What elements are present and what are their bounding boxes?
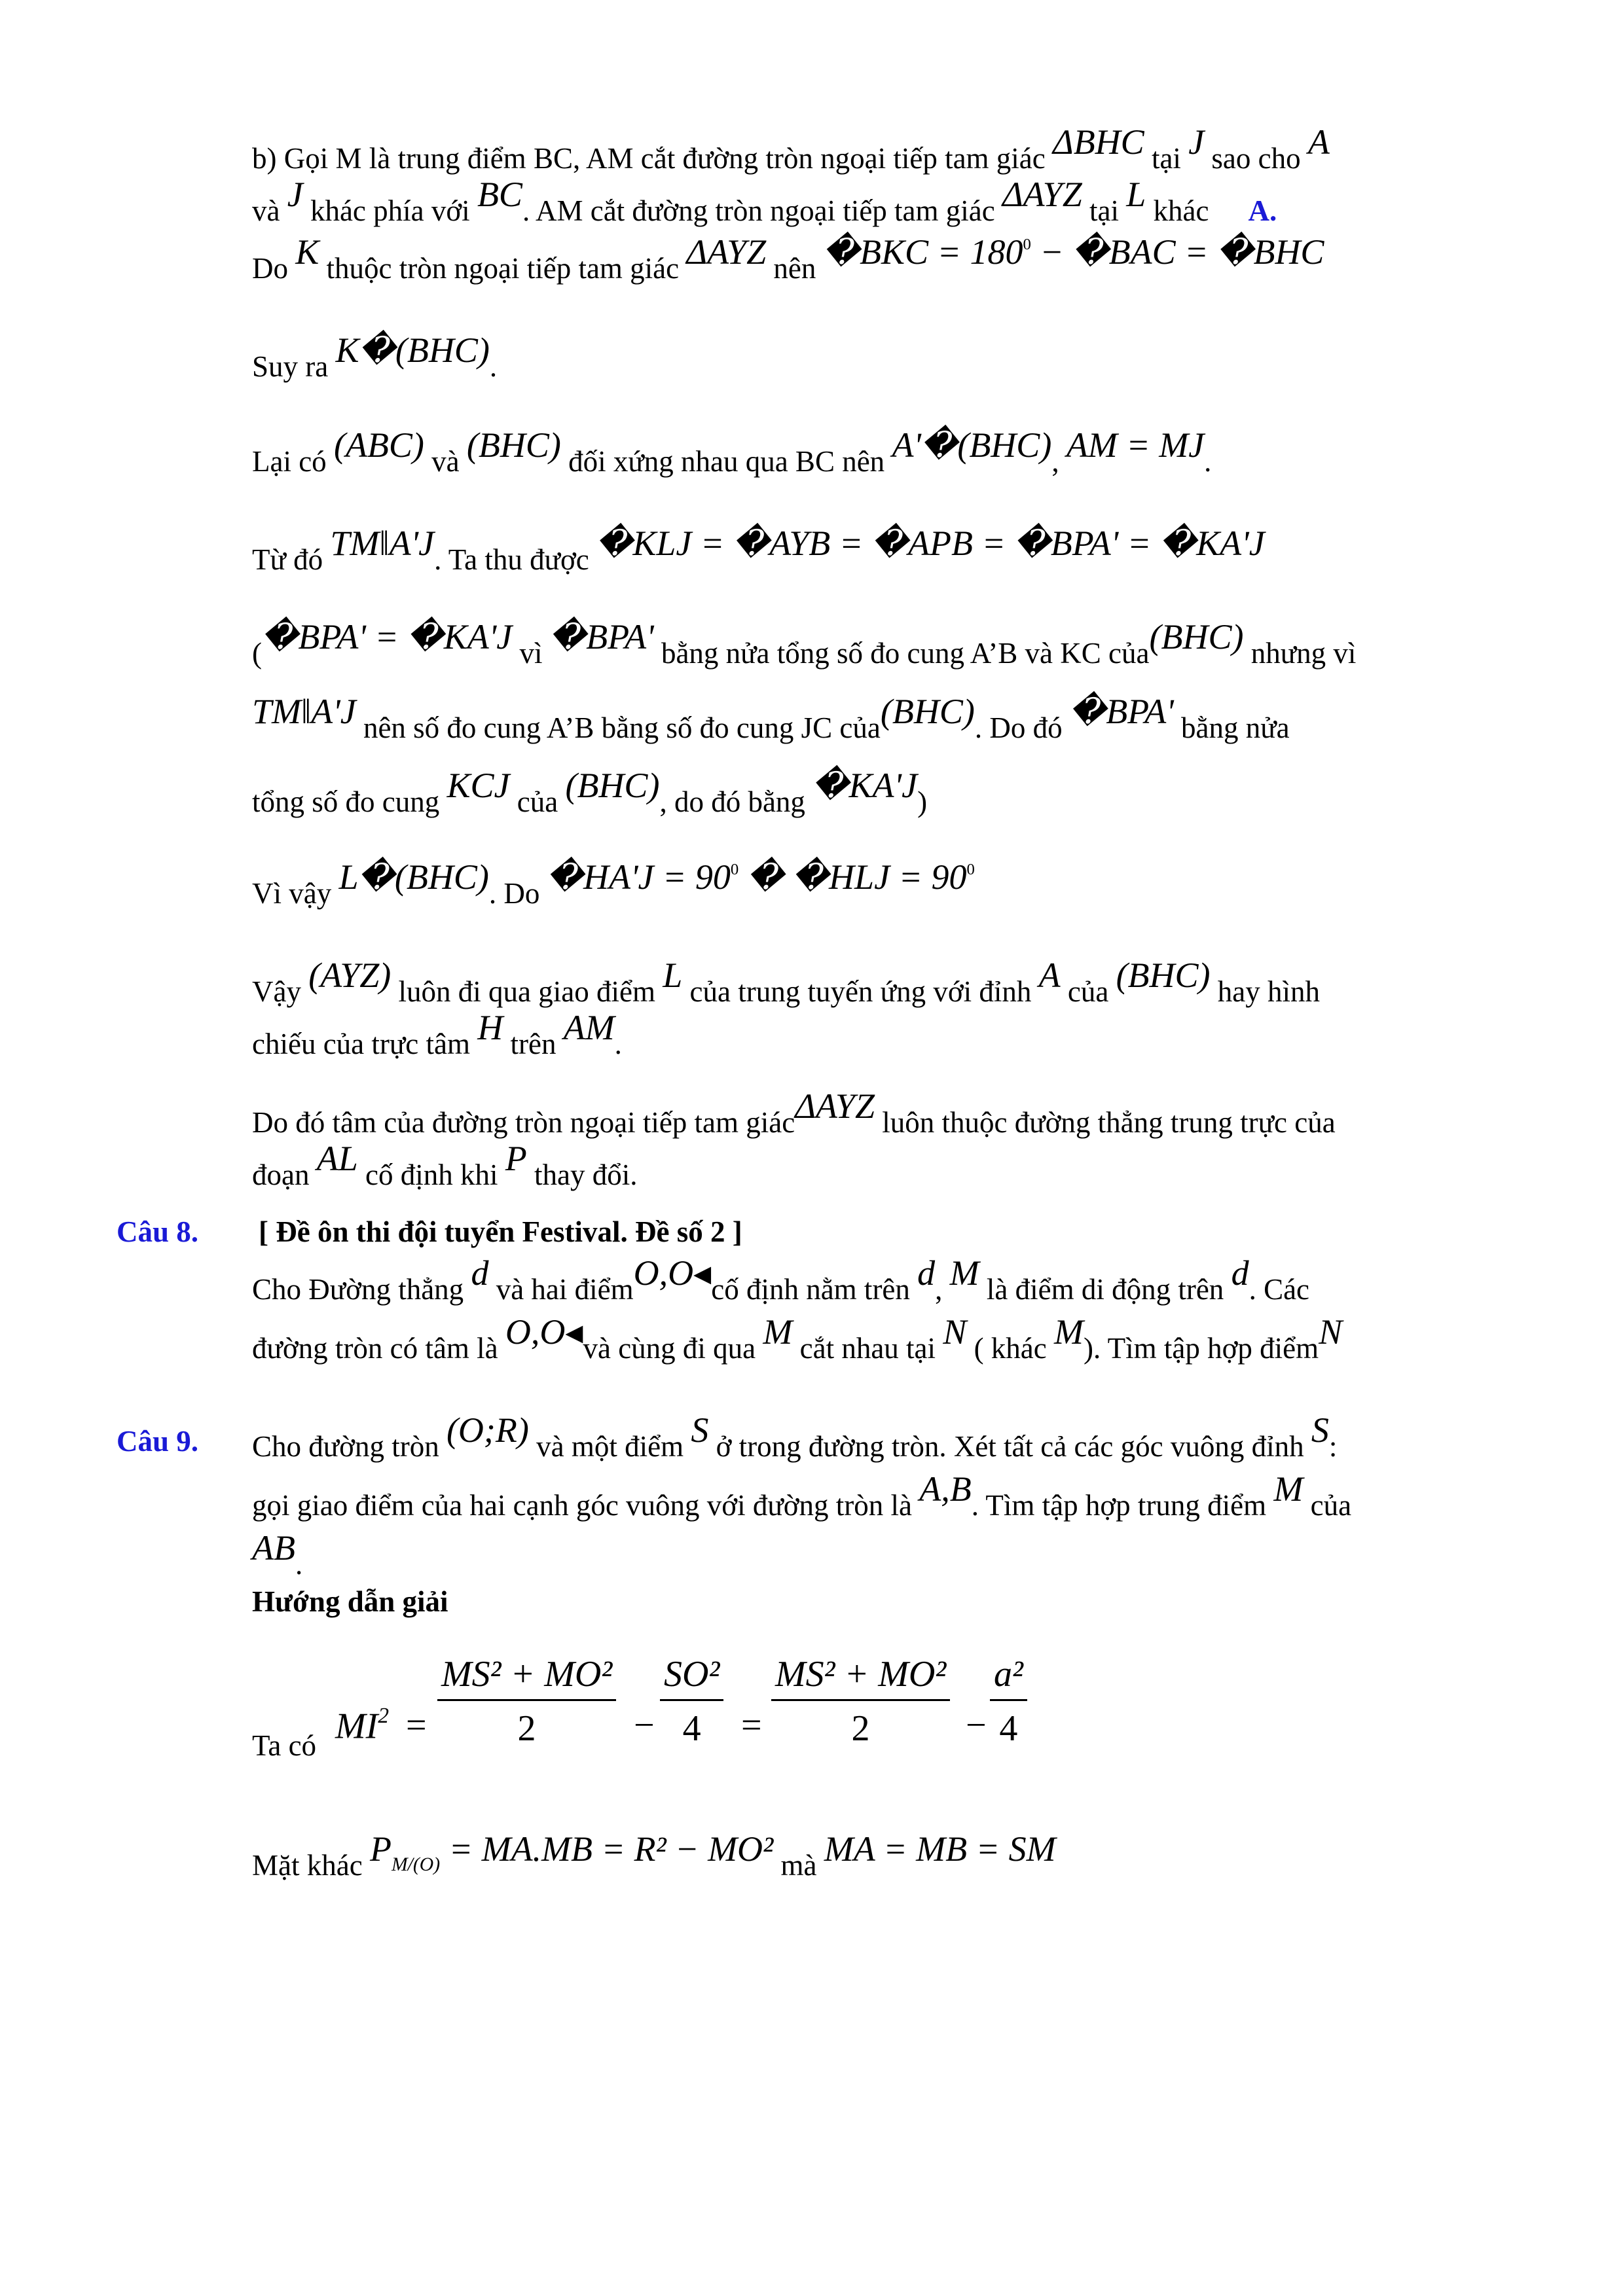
equals-sign: = — [406, 1705, 427, 1746]
math: ΔAYZ — [795, 1086, 875, 1126]
question-9-label: Câu 9. — [117, 1425, 199, 1458]
text: . Các — [1249, 1273, 1310, 1306]
text: , — [935, 1273, 950, 1306]
degree: 0 — [966, 860, 975, 878]
text: của — [1303, 1489, 1352, 1522]
text: b) Gọi M là trung điểm BC, AM cắt đường tròn ngoại tiếp tam giác — [252, 142, 1053, 175]
denominator: 2 — [517, 1708, 536, 1749]
subscript: M/(O) — [391, 1854, 441, 1875]
math: TM‖A'J — [252, 692, 356, 731]
text: tại — [1082, 194, 1127, 227]
text: : — [1328, 1430, 1338, 1463]
math: �BPA' = �KA'J — [262, 617, 513, 656]
math: MI — [335, 1706, 378, 1747]
math: − �BAC = �BHC — [1030, 232, 1324, 272]
math: M — [1054, 1312, 1084, 1352]
math: K�(BHC) — [335, 331, 490, 370]
text: sao cho — [1204, 142, 1308, 175]
math: (ABC) — [333, 425, 424, 465]
text: thuộc tròn ngoại tiếp tam giác — [319, 252, 687, 285]
text: luôn thuộc đường thẳng trung trực của — [875, 1106, 1336, 1139]
line-8 — [252, 692, 1290, 744]
text: . AM cắt đường tròn ngoại tiếp tam giác — [522, 194, 1002, 227]
math: (BHC) — [880, 692, 975, 731]
fraction-3 — [771, 1656, 950, 1747]
numerator: MS² + MO² — [441, 1654, 613, 1695]
math: �BPA' — [1069, 692, 1174, 731]
math: KCJ — [447, 766, 510, 805]
line-4 — [252, 331, 498, 383]
text: Vậy — [252, 975, 309, 1008]
equals-sign: = — [741, 1705, 762, 1746]
math: �KLJ = �AYB = �APB = �BPA' = �KA'J — [596, 524, 1265, 563]
question-9-line-3 — [252, 1528, 303, 1581]
math: d — [1231, 1253, 1249, 1293]
equation-1-lhs — [335, 1705, 389, 1745]
text: Cho Đường thẳng — [252, 1273, 471, 1306]
line-10 — [252, 857, 975, 910]
text: cố định khi — [357, 1158, 505, 1191]
question-8-label: Câu 8. — [117, 1215, 199, 1248]
text: ( — [252, 637, 262, 670]
text: và một điểm — [528, 1430, 691, 1463]
line-6 — [252, 524, 1265, 576]
text: và hai điểm — [488, 1273, 634, 1306]
math: L — [663, 956, 683, 995]
line-13 — [252, 1086, 1336, 1139]
text: tại — [1144, 142, 1189, 175]
line-7 — [252, 617, 1357, 670]
text: bằng nửa — [1173, 711, 1290, 744]
text: . — [295, 1548, 303, 1581]
denominator: 4 — [682, 1708, 701, 1749]
math: L — [1126, 175, 1146, 214]
math: AL — [316, 1139, 358, 1178]
text: đối xứng nhau qua BC nên — [560, 445, 892, 478]
math: ΔBHC — [1053, 122, 1144, 162]
math: = MA.MB = R² − MO² — [440, 1829, 774, 1869]
text: nên — [766, 252, 824, 285]
text: vì — [512, 637, 550, 670]
math: A'�(BHC) — [892, 425, 1052, 465]
text: Do — [252, 252, 296, 285]
text: . Ta thu được — [434, 543, 596, 576]
text: Cho đường tròn — [252, 1430, 447, 1463]
line-5 — [252, 425, 1212, 478]
text: . Tìm tập hợp trung điểm — [971, 1489, 1274, 1522]
text: Do đó tâm của đường tròn ngoại tiếp tam giác — [252, 1106, 795, 1139]
math: K — [295, 232, 319, 272]
math: �HA'J = 90 — [547, 857, 731, 897]
text: . Do đó — [974, 711, 1070, 744]
denominator: 4 — [999, 1708, 1018, 1749]
math: BC — [477, 175, 522, 214]
line-1 — [252, 122, 1330, 175]
equation-1-label: Ta có — [252, 1729, 317, 1762]
math: MA = MB = SM — [824, 1829, 1056, 1869]
text: hay hình — [1210, 975, 1321, 1008]
line-2 — [252, 175, 1277, 227]
numerator: SO² — [664, 1654, 720, 1695]
text: ) — [917, 785, 928, 818]
text: của trung tuyến ứng với đỉnh — [682, 975, 1039, 1008]
math: A — [1307, 122, 1330, 162]
question-8-line-1 — [252, 1253, 1310, 1306]
question-9-line-2 — [252, 1469, 1352, 1522]
text: ). Tìm tập hợp điểm — [1083, 1332, 1319, 1365]
numerator: a² — [994, 1654, 1023, 1695]
text: tổng số đo cung — [252, 785, 447, 818]
fraction-2 — [660, 1656, 723, 1747]
math: TM‖A'J — [330, 524, 435, 563]
text: đoạn — [252, 1158, 317, 1191]
math: P — [369, 1829, 392, 1869]
text: . — [614, 1028, 622, 1060]
text: . — [1204, 445, 1212, 478]
math: H — [477, 1008, 503, 1047]
math: S — [691, 1410, 709, 1450]
text: và cùng đi qua — [583, 1332, 763, 1365]
text: và — [252, 194, 287, 227]
math: (BHC) — [1149, 617, 1244, 656]
math: N — [1319, 1312, 1343, 1352]
text: đường tròn có tâm là — [252, 1332, 505, 1365]
fraction-1 — [437, 1656, 616, 1747]
math: �BPA' — [549, 617, 654, 656]
degree: 0 — [1023, 235, 1031, 253]
math: M — [1273, 1469, 1304, 1509]
text: ( khác — [966, 1332, 1054, 1365]
text: luôn đi qua giao điểm — [391, 975, 663, 1008]
math: �BKC = 180 — [823, 232, 1023, 272]
math: J — [1188, 122, 1205, 162]
text: nên số đo cung A’B bằng số đo cung JC của — [356, 711, 881, 744]
text: khác phía với — [302, 194, 477, 227]
line-11 — [252, 956, 1321, 1008]
math: (AYZ) — [308, 956, 392, 995]
text: Lại có — [252, 445, 334, 478]
math: J — [287, 175, 303, 214]
text: ở trong đường tròn. Xét tất cả các góc vuông đỉnh — [708, 1430, 1311, 1463]
text: . Do — [488, 877, 547, 910]
math: (BHC) — [466, 425, 561, 465]
math: M — [949, 1253, 979, 1293]
minus-sign: − — [634, 1705, 655, 1746]
math: d — [917, 1253, 936, 1293]
answer-label: A. — [1248, 194, 1277, 227]
text: Mặt khác — [252, 1849, 370, 1882]
text: gọi giao điểm của hai cạnh góc vuông với đường tròn là — [252, 1489, 920, 1522]
math: N — [943, 1312, 967, 1352]
question-8-line-2 — [252, 1312, 1343, 1365]
equation-2 — [252, 1829, 1056, 1890]
line-14 — [252, 1139, 638, 1191]
text: . — [489, 350, 498, 383]
math: (BHC) — [565, 766, 660, 805]
math: AM = MJ — [1066, 425, 1205, 465]
text: thay đổi. — [526, 1158, 638, 1191]
math: A — [1038, 956, 1061, 995]
text: cắt nhau tại — [792, 1332, 943, 1365]
text: Suy ra — [252, 350, 336, 383]
power-symbol — [369, 1829, 441, 1875]
math: S — [1311, 1410, 1329, 1450]
minus-sign: − — [966, 1705, 987, 1746]
math: ΔAYZ — [1002, 175, 1082, 214]
exponent: 2 — [378, 1704, 390, 1728]
line-12 — [252, 1008, 622, 1060]
text: khác — [1146, 194, 1209, 227]
text: là điểm di động trên — [979, 1273, 1231, 1306]
text: nhưng vì — [1243, 637, 1357, 670]
line-3 — [252, 232, 1324, 285]
text: của — [509, 785, 566, 818]
math: ΔAYZ — [686, 232, 767, 272]
math: O,O◂ — [505, 1312, 583, 1352]
solution-heading: Hướng dẫn giải — [252, 1585, 448, 1618]
line-9 — [252, 766, 928, 818]
text: và — [424, 445, 467, 478]
math: (O;R) — [446, 1410, 529, 1450]
text: , — [1051, 445, 1067, 478]
text: , do đó bằng — [659, 785, 813, 818]
math: � �HLJ = 90 — [739, 857, 967, 897]
question-8-title: [ Đề ôn thi đội tuyển Festival. Đề số 2 ] — [259, 1215, 742, 1248]
math: L�(BHC) — [338, 857, 489, 897]
math: AM — [563, 1008, 615, 1047]
math: �KA'J — [812, 766, 918, 805]
text: cố định nằm trên — [711, 1273, 918, 1306]
degree: 0 — [730, 860, 739, 878]
text: chiếu của trực tâm — [252, 1028, 478, 1060]
text: Từ đó — [252, 543, 331, 576]
numerator: MS² + MO² — [775, 1654, 947, 1695]
math: M — [763, 1312, 793, 1352]
text: Vì vậy — [252, 877, 339, 910]
text: của — [1060, 975, 1116, 1008]
math: A,B — [919, 1469, 972, 1509]
text: mà — [773, 1849, 824, 1882]
text: bằng nửa tổng số đo cung A’B và KC của — [653, 637, 1150, 670]
fraction-4 — [990, 1656, 1027, 1747]
denominator: 2 — [851, 1708, 870, 1749]
text: trên — [503, 1028, 564, 1060]
math: O,O◂ — [633, 1253, 712, 1293]
math: P — [505, 1139, 527, 1178]
math: (BHC) — [1116, 956, 1211, 995]
question-9-line-1 — [252, 1410, 1338, 1463]
math: d — [471, 1253, 489, 1293]
math: AB — [252, 1528, 295, 1568]
